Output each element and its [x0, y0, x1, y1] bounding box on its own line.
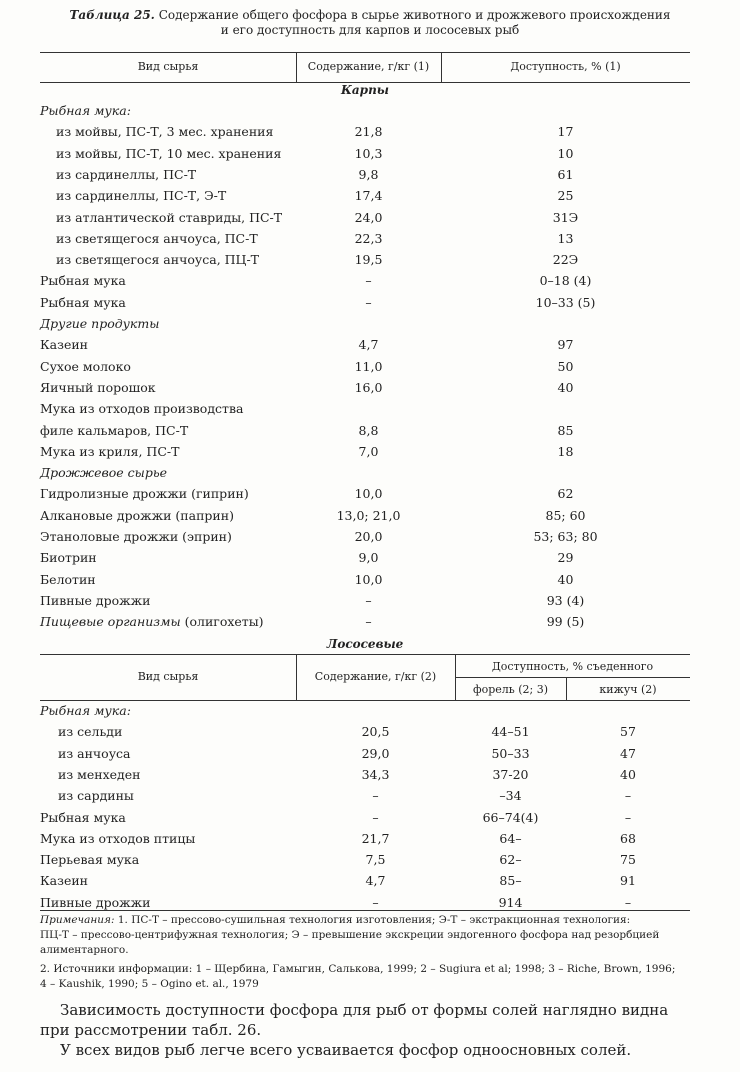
rule-top	[40, 52, 690, 53]
row-content: 4,7	[365, 873, 386, 889]
paragraph-line2: при рассмотрении табл. 26.	[40, 1021, 262, 1039]
row-coho: 47	[620, 745, 636, 761]
row-content: –	[365, 614, 372, 630]
row-availability: 10	[557, 145, 574, 161]
row-name: Сухое молоко	[40, 358, 131, 374]
row-name: Пивные дрожжи	[40, 592, 151, 608]
row-name: Рыбная мука	[40, 273, 126, 289]
row-name: Белотин	[40, 571, 96, 587]
row-coho: 91	[620, 873, 636, 889]
row-name: Биотрин	[40, 550, 97, 566]
row-availability: 18	[557, 443, 574, 459]
row-name: Рыбная мука	[40, 294, 126, 310]
caption-line2: и его доступность для карпов и лососевых рыб	[220, 23, 520, 37]
salmon-header-trout: форель (2; 3)	[472, 683, 549, 696]
row-content: –	[372, 809, 379, 825]
notes-block	[40, 913, 696, 992]
row-name: из мойвы, ПС-Т, 3 мес. хранения	[56, 124, 274, 140]
row-content: 22,3	[354, 230, 383, 246]
row-name: Дрожжевое сырье	[40, 465, 168, 481]
row-name: из мойвы, ПС-Т, 10 мес. хранения	[56, 145, 282, 161]
body-paragraphs	[40, 1000, 700, 1060]
note1-line2: ПЦ-Т – прессово-центрифужная технология; Э – превышение экскреции эндогенного фосфора над резорбцией	[40, 929, 660, 941]
carp-section-title: Карпы	[340, 83, 390, 97]
row-content: 21,8	[354, 124, 383, 140]
row-name: Другие продукты	[40, 316, 160, 331]
row-availability: 10–33 (5)	[535, 294, 596, 310]
salmon-header-content: Содержание, г/кг (2)	[314, 670, 437, 683]
row-name	[40, 614, 296, 629]
row-content: 10,0	[354, 486, 383, 502]
row-availability: 13	[557, 230, 574, 246]
row-content: –	[372, 894, 379, 910]
row-content: 10,0	[354, 571, 383, 587]
row-availability: 29	[557, 550, 574, 566]
rule-salmon-top	[40, 654, 690, 655]
note1-line3: алиментарного.	[40, 944, 129, 956]
row-name: Рыбная мука:	[40, 103, 131, 118]
row-availability: 40	[557, 571, 574, 587]
row-name: из анчоуса	[58, 745, 131, 761]
row-name: Рыбная мука	[40, 809, 126, 825]
row-trout: –34	[499, 788, 522, 804]
row-name: из сардинеллы, ПС-Т, Э-Т	[56, 188, 227, 204]
row-availability: 40	[557, 379, 574, 395]
row-name: Казеин	[40, 873, 89, 889]
row-content: 20,5	[361, 724, 390, 740]
row-content: 24,0	[354, 209, 383, 225]
row-content: –	[365, 273, 372, 289]
row-name: Гидролизные дрожжи (гиприн)	[40, 486, 249, 502]
row-availability: 97	[557, 337, 574, 353]
row-content: 13,0; 21,0	[336, 507, 401, 523]
row-content: –	[372, 788, 379, 804]
row-coho: 40	[620, 766, 636, 782]
row-name: из атлантической ставриды, ПС-Т	[56, 209, 283, 225]
row-content: 4,7	[358, 337, 379, 353]
row-content: 9,0	[358, 550, 379, 566]
row-name: из светящегося анчоуса, ПЦ-Т	[56, 252, 260, 268]
row-content: 10,3	[354, 145, 383, 161]
row-name: Казеин	[40, 337, 89, 353]
row-trout: 85–	[499, 873, 522, 889]
row-name: Пивные дрожжи	[40, 894, 151, 910]
row-availability: 62	[557, 486, 574, 502]
row-name-italic: Пищевые организмы	[40, 614, 181, 630]
row-availability: 93 (4)	[546, 592, 585, 608]
salmon-header-name: Вид сырья	[137, 670, 199, 683]
row-content: –	[365, 294, 372, 310]
row-content: 21,7	[361, 830, 390, 846]
row-content: 17,4	[354, 188, 383, 204]
row-name: Мука из отходов производства	[40, 401, 244, 417]
row-coho: –	[624, 809, 632, 825]
caption-line1: Содержание общего фосфора в сырье животного и дрожжевого происхождения	[158, 8, 671, 22]
row-coho: –	[624, 788, 632, 804]
row-availability: 31Э	[552, 209, 579, 225]
salmon-header-avail: Доступность, % съеденного	[491, 660, 654, 673]
rule-salmon-subheader	[455, 677, 690, 678]
row-content: 34,3	[361, 766, 390, 782]
row-content: 11,0	[354, 358, 383, 374]
paragraph-line1: Зависимость доступности фосфора для рыб от формы солей наглядно видна	[60, 1001, 669, 1019]
note2-line1: 2. Источники информации: 1 – Щербина, Гамыгин, Салькова, 1999; 2 – Sugiura et al; 1998; 3 – Riche, Brown, 1996;	[40, 963, 676, 975]
carp-header-avail: Доступность, % (1)	[510, 60, 621, 73]
row-content: 16,0	[354, 379, 383, 395]
row-name: из сельди	[58, 724, 123, 740]
row-coho: 57	[620, 724, 636, 740]
row-availability: 22Э	[552, 252, 579, 268]
row-name: из менхеден	[58, 766, 141, 782]
row-name: Мука из криля, ПС-Т	[40, 443, 180, 459]
notes-label: Примечания:	[40, 914, 115, 926]
row-coho: –	[624, 894, 632, 910]
row-trout: 62–	[499, 852, 522, 868]
row-trout: 64–	[499, 830, 522, 846]
table-caption	[40, 8, 700, 38]
row-availability: 85; 60	[545, 507, 586, 523]
row-availability: 85	[557, 422, 574, 438]
rule-bottom	[40, 910, 690, 911]
row-name: из светящегося анчоуса, ПС-Т	[56, 230, 258, 246]
row-trout: 914	[498, 894, 523, 910]
note2-line2: 4 – Kaushik, 1990; 5 – Ogino et. al., 1979	[40, 978, 259, 990]
row-name: Яичный порошок	[40, 379, 156, 395]
rule-salmon-header	[40, 700, 690, 701]
row-trout: 44–51	[491, 724, 530, 740]
salmon-section-title: Лососевые	[326, 637, 404, 651]
paragraph-line3: У всех видов рыб легче всего усваивается фосфор одноосновных солей.	[60, 1041, 632, 1059]
caption-label: Таблица 25.	[69, 8, 155, 22]
row-name: филе кальмаров, ПС-Т	[40, 422, 189, 438]
row-name: из сардины	[58, 788, 134, 804]
note1-line1: 1. ПС-Т – прессово-сушильная технология изготовления; Э-Т – экстракционная технология:	[117, 914, 631, 926]
row-name: Мука из отходов птицы	[40, 830, 196, 846]
row-name: Этаноловые дрожжи (эприн)	[40, 529, 232, 544]
row-content: 7,5	[365, 852, 386, 868]
row-name: из сардинеллы, ПС-Т	[56, 166, 197, 182]
row-coho: 68	[620, 830, 636, 846]
row-availability: 0–18 (4)	[539, 273, 592, 289]
carp-header-content: Содержание, г/кг (1)	[307, 60, 430, 73]
row-name: Рыбная мука:	[40, 703, 131, 718]
row-content: 29,0	[361, 745, 390, 761]
row-content: 19,5	[354, 252, 383, 268]
row-content: 8,8	[358, 422, 379, 438]
row-availability: 50	[557, 358, 574, 374]
row-content: –	[365, 592, 372, 608]
carp-header-name: Вид сырья	[137, 60, 199, 73]
row-name: Алкановые дрожжи (паприн)	[40, 507, 234, 523]
row-availability: 99 (5)	[546, 614, 585, 630]
row-coho: 75	[620, 852, 636, 868]
row-availability: 61	[557, 166, 574, 182]
row-availability: 25	[557, 188, 574, 204]
row-trout: 50–33	[491, 745, 530, 761]
row-name-rest: (олигохеты)	[180, 614, 264, 630]
row-trout: 66–74(4)	[482, 809, 539, 825]
row-content: 20,0	[354, 529, 383, 544]
row-availability: 17	[557, 124, 574, 140]
salmon-header-coho: кижуч (2)	[599, 683, 657, 696]
row-content: 9,8	[358, 166, 379, 182]
row-content: 7,0	[358, 443, 379, 459]
row-availability: 53; 63; 80	[533, 529, 598, 544]
row-trout: 37-20	[492, 766, 529, 782]
row-name: Перьевая мука	[40, 852, 140, 868]
